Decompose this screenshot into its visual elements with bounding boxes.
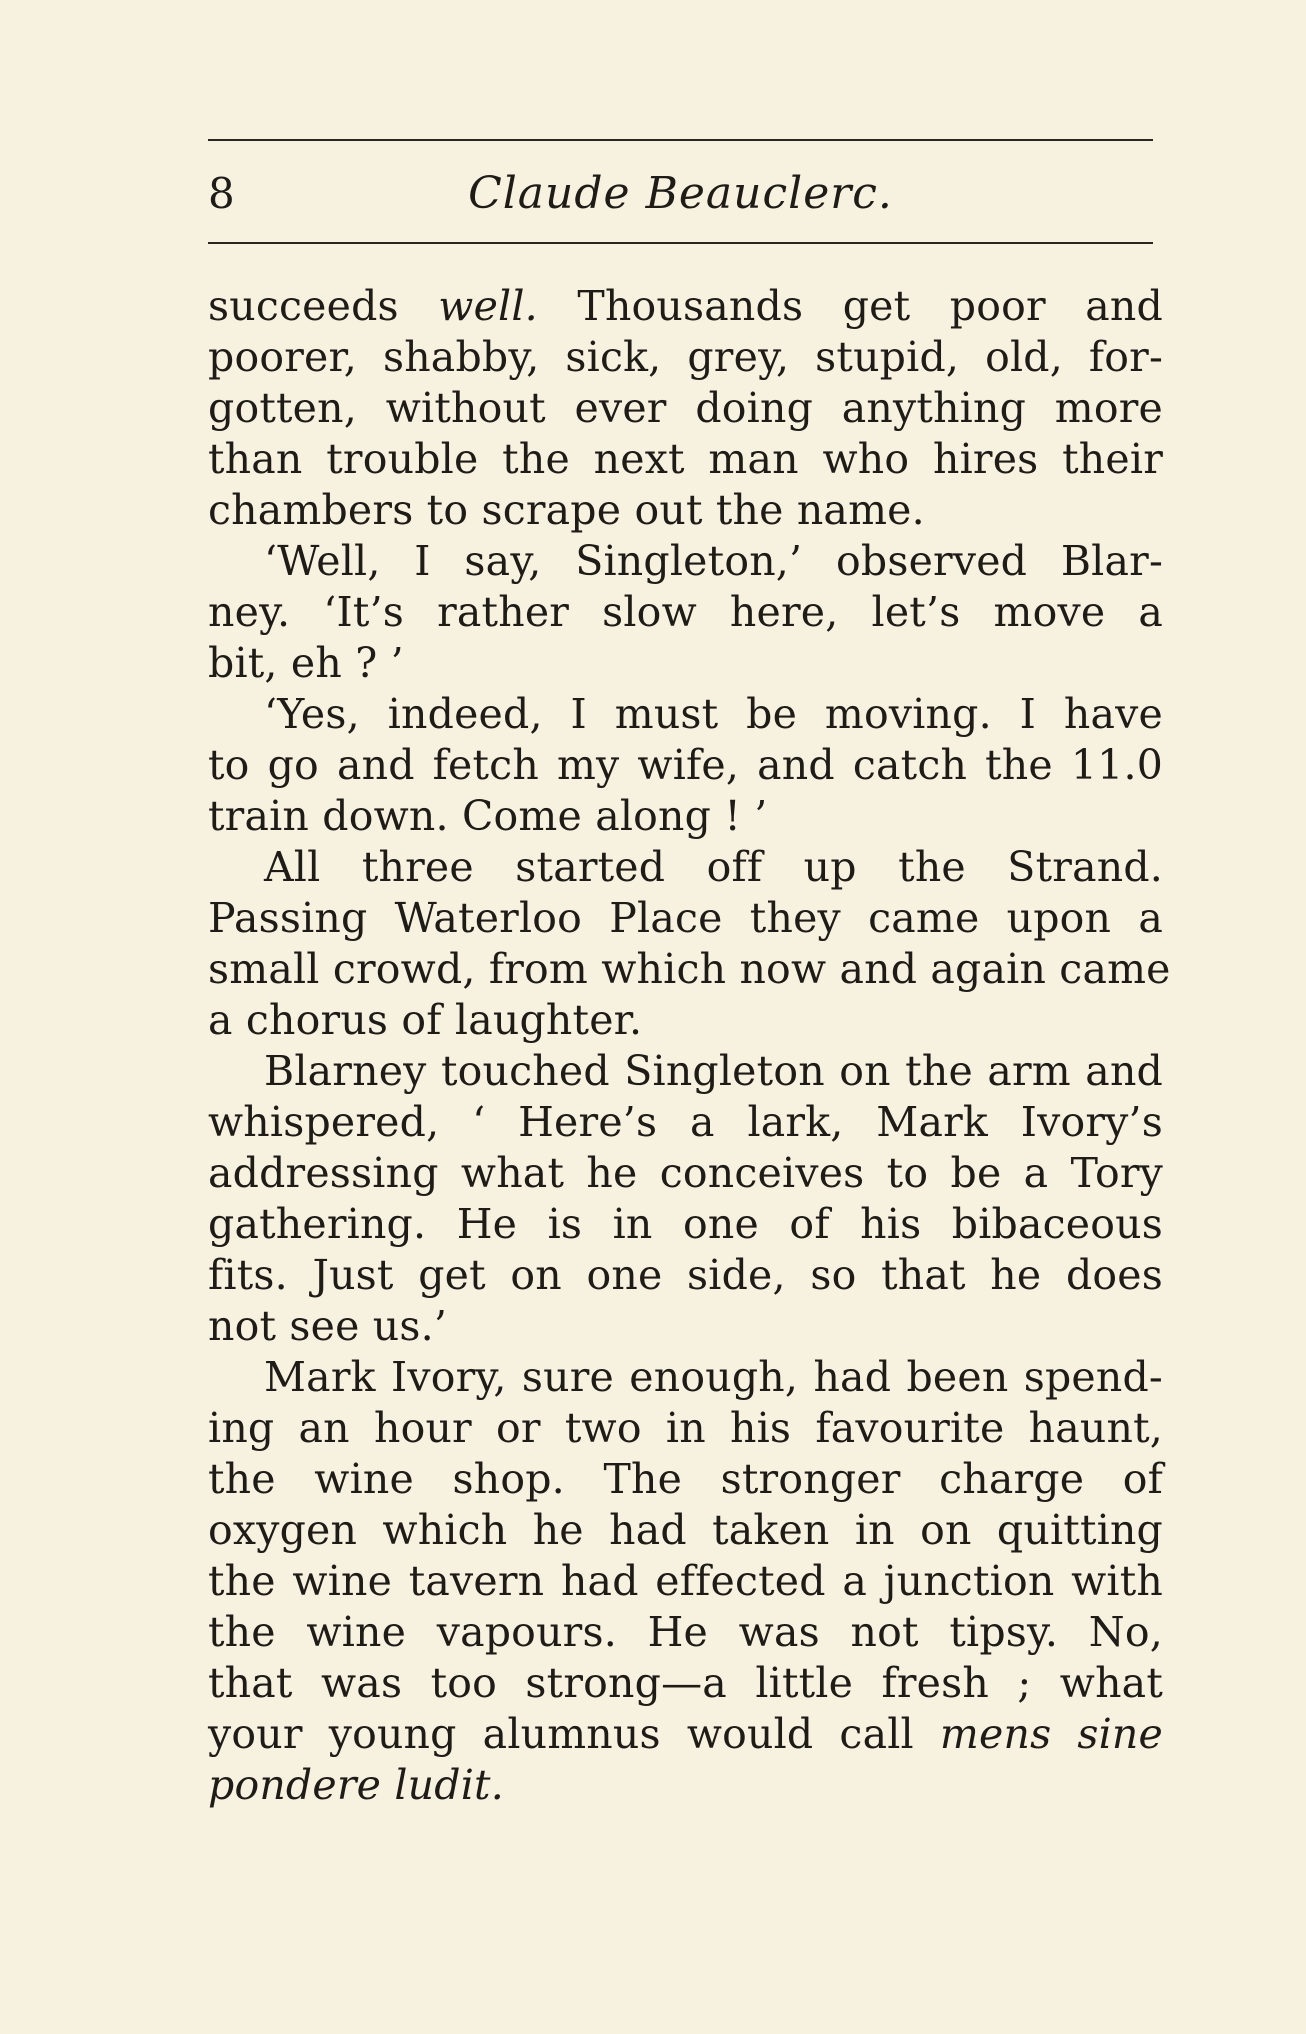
text-segment: than trouble the next man who hires their: [208, 435, 1163, 483]
text-line: [208, 1505, 1163, 1556]
text-line: [208, 791, 1163, 842]
text-segment: Passing Waterloo Place they came upon a: [208, 894, 1163, 942]
text-line: [208, 689, 1163, 740]
text-segment: the wine vapours. He was not tipsy. No,: [208, 1608, 1163, 1656]
text-segment: poorer, shabby, sick, grey, stupid, old, for-: [208, 333, 1163, 381]
text-segment: the wine tavern had effected a junction with: [208, 1557, 1163, 1605]
text-segment: succeeds: [208, 282, 439, 330]
text-line: [208, 740, 1163, 791]
text-line: [208, 536, 1163, 587]
text-segment: Thousands get poor and: [537, 282, 1163, 330]
text-line: [208, 1148, 1163, 1199]
text-segment: whispered, ‘ Here’s a lark, Mark Ivory’s: [208, 1098, 1163, 1146]
text-segment: your young alumnus would call: [208, 1710, 940, 1758]
header-bottom-rule: [208, 242, 1153, 244]
text-segment: small crowd, from which now and again came: [208, 945, 1171, 993]
text-line: [208, 1352, 1163, 1403]
text-segment: gotten, without ever doing anything more: [208, 384, 1163, 432]
text-line: [208, 1403, 1163, 1454]
text-line: [208, 332, 1163, 383]
italic-text: mens sine: [939, 1710, 1163, 1758]
text-line: [208, 1199, 1163, 1250]
text-segment: gathering. He is in one of his bibaceous: [208, 1200, 1163, 1248]
text-line: [208, 893, 1163, 944]
header-top-rule: [208, 139, 1153, 141]
text-segment: Blarney touched Singleton on the arm and: [264, 1047, 1163, 1095]
text-segment: that was too strong—a little fresh ; what: [208, 1659, 1163, 1707]
text-segment: not see us.’: [208, 1302, 448, 1350]
text-line: [208, 281, 1163, 332]
text-line: [208, 1607, 1163, 1658]
text-segment: ‘Well, I say, Singleton,’ observed Blar-: [264, 537, 1163, 585]
text-line: [208, 1709, 1163, 1760]
text-segment: ney. ‘It’s rather slow here, let’s move a: [208, 588, 1163, 636]
text-line: [208, 1760, 1163, 1811]
text-line: [208, 1250, 1163, 1301]
text-segment: to go and fetch my wife, and catch the 11.0: [208, 741, 1163, 789]
text-line: [208, 842, 1163, 893]
text-line: [208, 638, 1163, 689]
text-line: [208, 1046, 1163, 1097]
text-line: [208, 587, 1163, 638]
text-segment: ‘Yes, indeed, I must be moving. I have: [264, 690, 1163, 738]
text-line: [208, 383, 1163, 434]
running-title: Claude Beauclerc.: [468, 168, 893, 219]
text-segment: a chorus of laughter.: [208, 996, 643, 1044]
text-segment: addressing what he conceives to be a Tory: [208, 1149, 1163, 1197]
text-segment: ing an hour or two in his favourite haunt,: [208, 1404, 1163, 1452]
text-segment: oxygen which he had taken in on quitting: [208, 1506, 1163, 1554]
running-head: [208, 158, 1153, 230]
text-line: [208, 944, 1171, 995]
text-line: [208, 485, 1163, 536]
text-segment: train down. Come along ! ’: [208, 792, 768, 840]
italic-text: pondere ludit.: [208, 1761, 504, 1809]
text-segment: All three started off up the Strand.: [264, 843, 1163, 891]
body-text: [208, 281, 1171, 1811]
text-segment: the wine shop. The stronger charge of: [208, 1455, 1163, 1503]
italic-text: well.: [438, 282, 538, 330]
text-line: [208, 1097, 1163, 1148]
text-segment: chambers to scrape out the name.: [208, 486, 925, 534]
text-line: [208, 995, 1163, 1046]
page-number: 8: [208, 169, 235, 218]
text-segment: Mark Ivory, sure enough, had been spend-: [264, 1353, 1163, 1401]
text-segment: fits. Just get on one side, so that he does: [208, 1251, 1163, 1299]
text-line: [208, 1454, 1163, 1505]
text-line: [208, 1556, 1163, 1607]
text-line: [208, 1301, 1163, 1352]
text-line: [208, 1658, 1163, 1709]
text-line: [208, 434, 1163, 485]
text-segment: bit, eh ? ’: [208, 639, 404, 687]
